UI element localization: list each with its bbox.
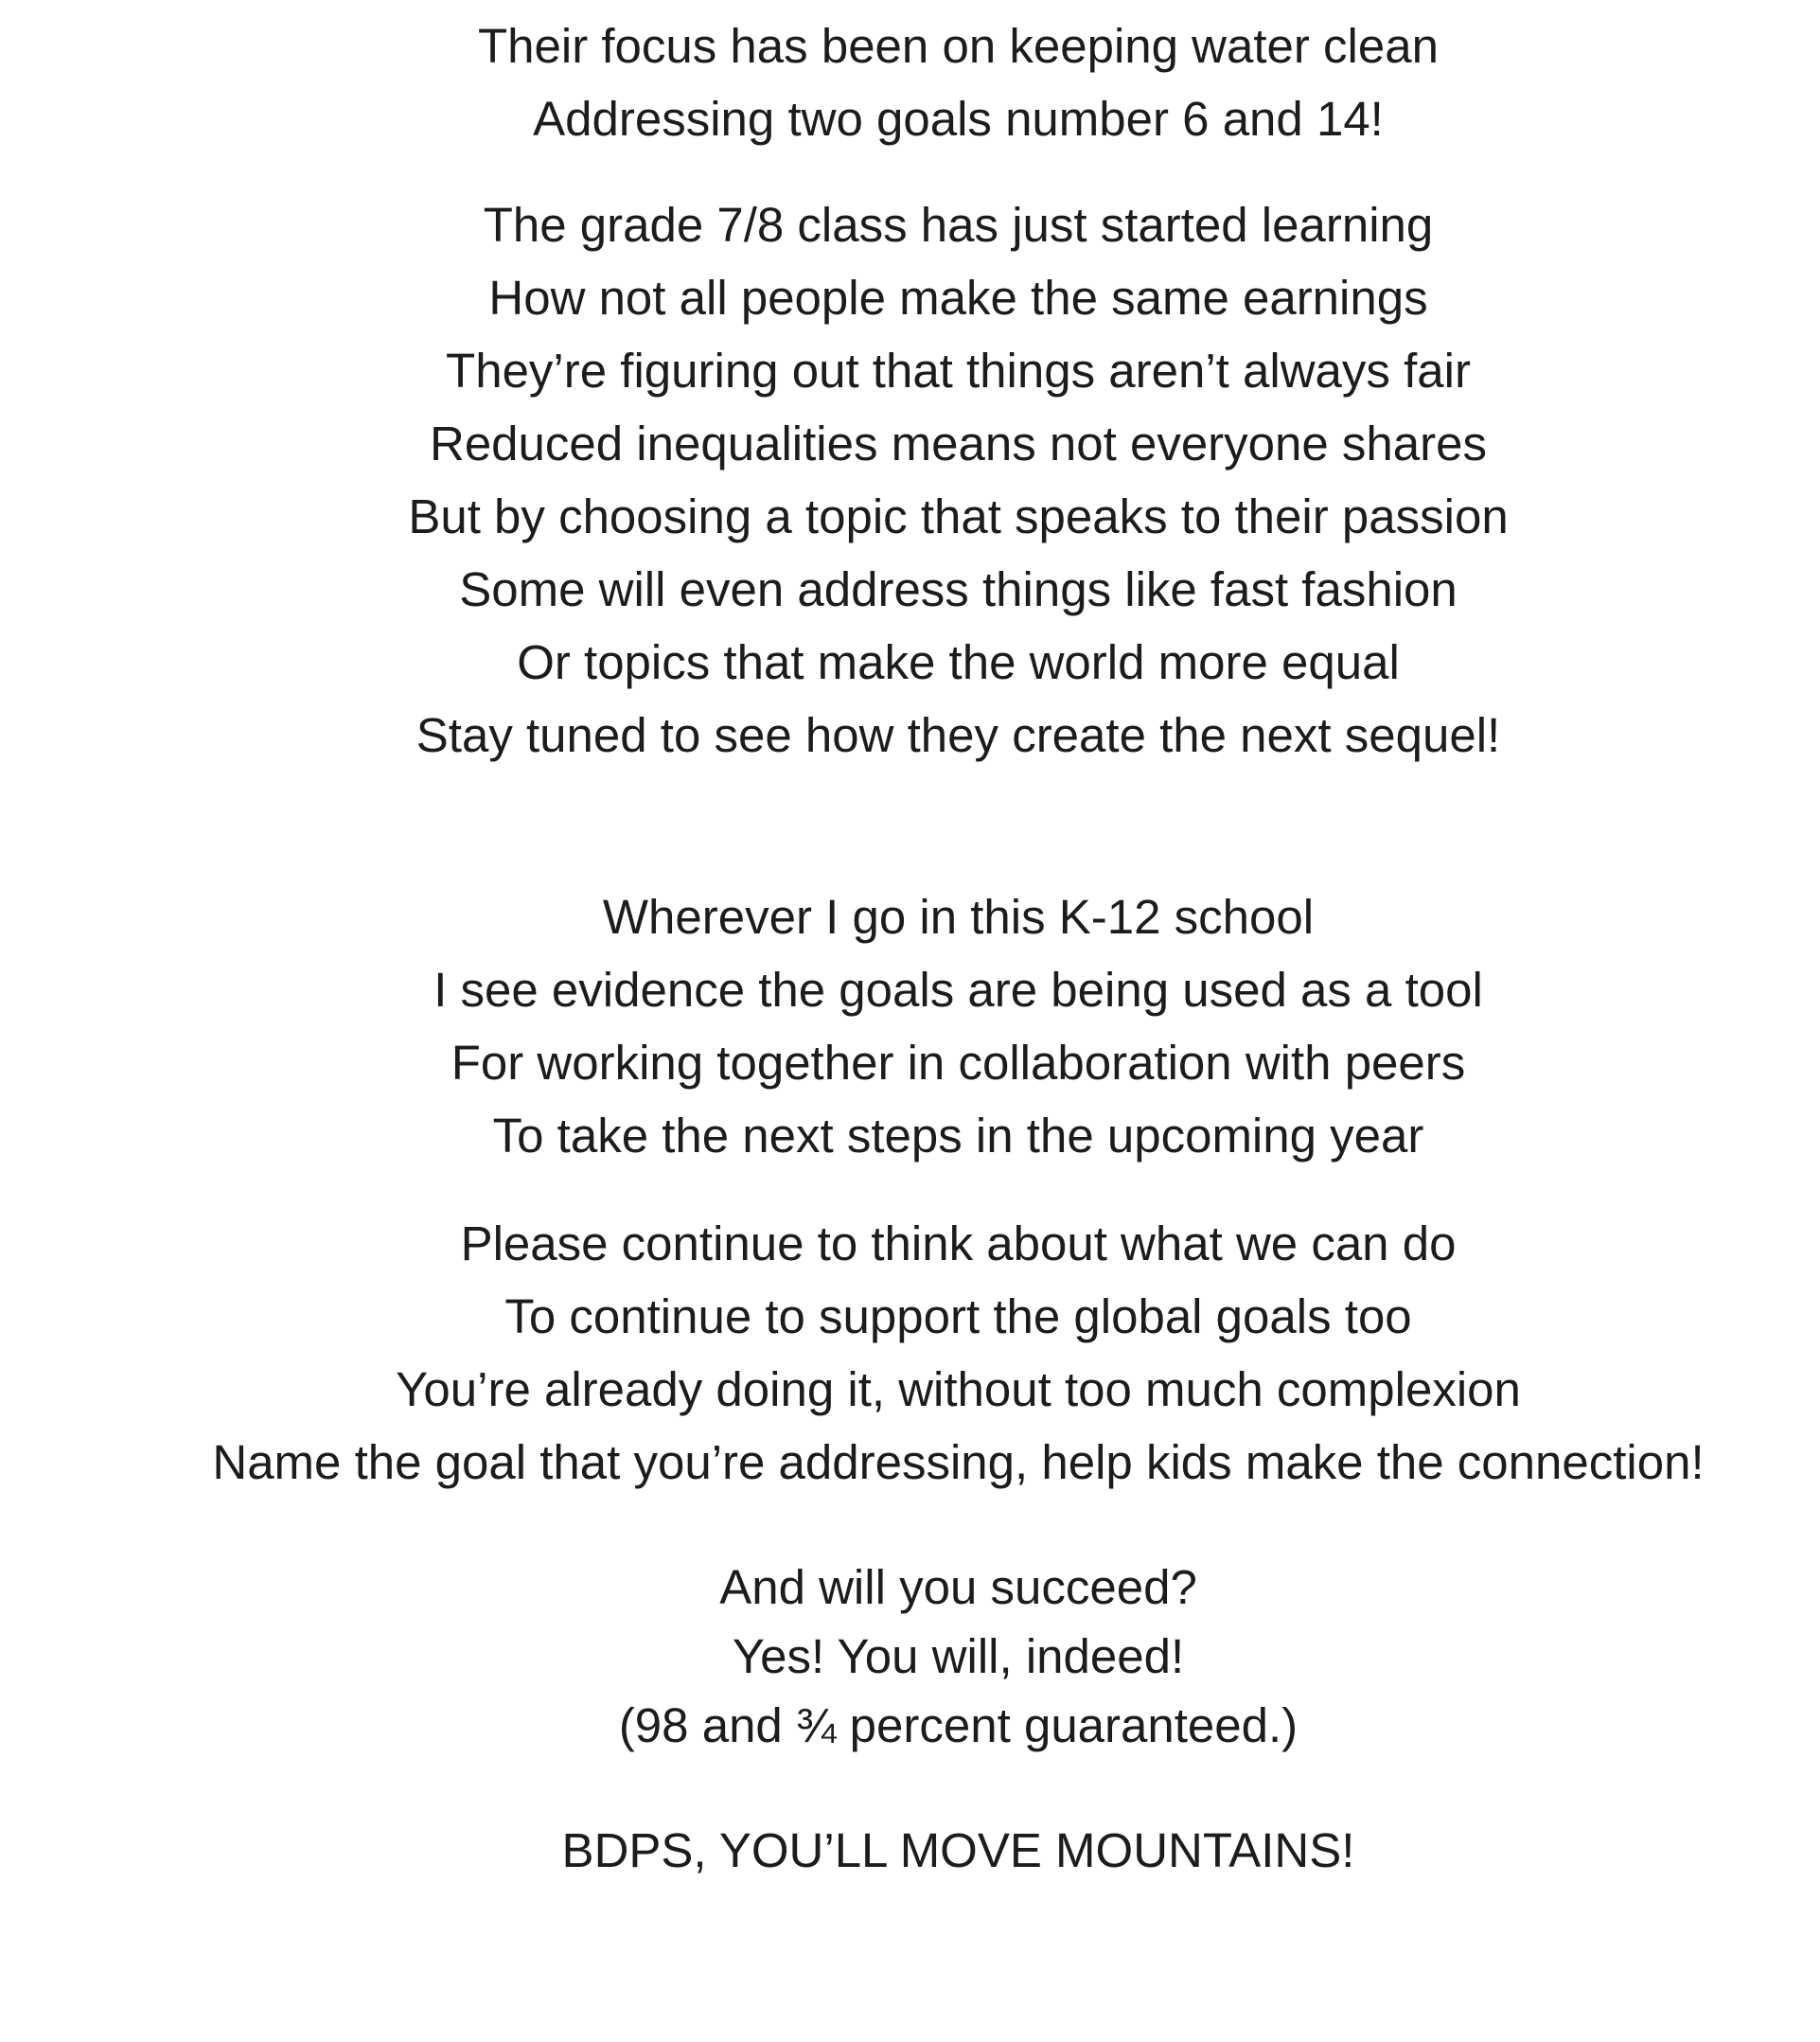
poem-line: Or topics that make the world more equal (517, 635, 1400, 689)
poem-line: Yes! You will, indeed! (732, 1629, 1185, 1683)
poem-line: To take the next steps in the upcoming year (492, 1109, 1424, 1163)
stanza-5 (0, 1553, 1820, 1760)
poem-line: I see evidence the goals are being used as a tool (433, 963, 1483, 1017)
poem-line: To continue to support the global goals too (504, 1289, 1412, 1343)
poem-line: Some will even address things like fast fashion (459, 562, 1458, 616)
poem-line: Please continue to think about what we can do (460, 1216, 1457, 1270)
poem-line: But by choosing a topic that speaks to their passion (408, 489, 1509, 543)
poem-line: And will you succeed? (719, 1560, 1197, 1614)
stanza-1 (0, 9, 1820, 155)
poem-line: Their focus has been on keeping water clean (478, 19, 1439, 73)
stanza-3 (0, 880, 1820, 1172)
poem-line: Name the goal that you’re addressing, help kids make the connection! (212, 1435, 1705, 1489)
poem-line: Stay tuned to see how they create the next sequel! (415, 708, 1501, 762)
poem-line: You’re already doing it, without too much complexion (396, 1362, 1521, 1416)
poem-line: BDPS, YOU’LL MOVE MOUNTAINS! (561, 1823, 1355, 1877)
closing-line (0, 1814, 1820, 1887)
poem-line: For working together in collaboration with peers (451, 1036, 1466, 1090)
poem-line: Wherever I go in this K-12 school (602, 890, 1315, 944)
poem-line: How not all people make the same earnings (488, 271, 1428, 325)
poem-line: (98 and ¾ percent guaranteed.) (618, 1698, 1299, 1752)
poem-line: They’re figuring out that things aren’t always fair (446, 344, 1471, 398)
poem-line: Reduced inequalities means not everyone shares (429, 417, 1488, 471)
stanza-4 (0, 1207, 1820, 1499)
poem-line: Addressing two goals number 6 and 14! (533, 92, 1384, 146)
stanza-2 (0, 188, 1820, 772)
poem-line: The grade 7/8 class has just started learning (483, 198, 1434, 252)
